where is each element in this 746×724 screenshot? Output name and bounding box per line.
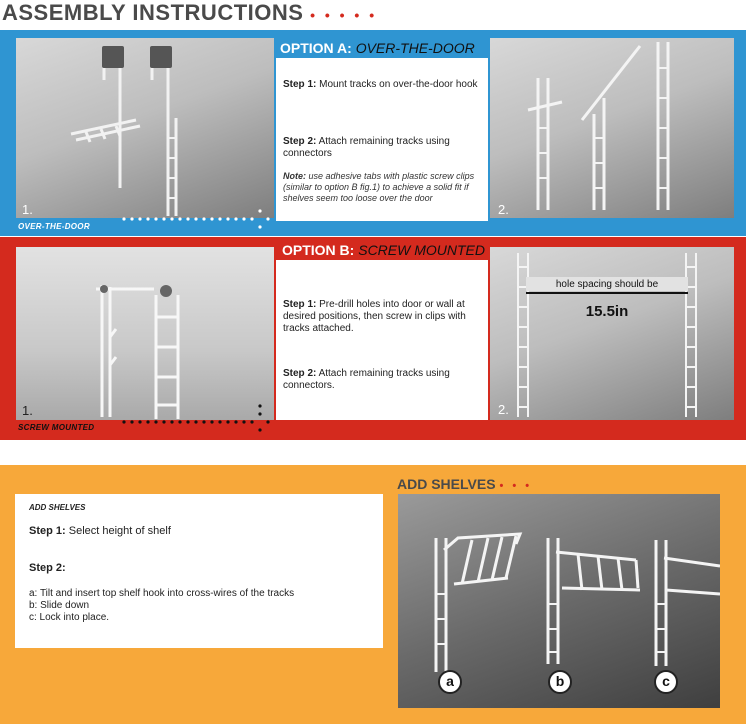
step-label: Step 2:	[29, 562, 66, 574]
step-text: Attach remaining tracks using connectors.	[283, 368, 450, 391]
step-label: Step 2:	[283, 368, 317, 379]
figure-caption: OVER-THE-DOOR	[18, 222, 90, 231]
page-title	[2, 0, 377, 26]
option-a-heading	[278, 38, 486, 58]
option-b-label: OPTION B:	[282, 242, 355, 258]
option-a-instructions	[276, 58, 488, 221]
substep-b: b: Slide down	[29, 600, 90, 611]
option-b-figure-2	[490, 247, 734, 420]
panel-title: ADD SHELVES	[29, 503, 86, 512]
step-text: Select height of shelf	[68, 525, 171, 537]
title-dots: • • • • •	[310, 7, 378, 23]
option-a-step-1	[283, 79, 481, 91]
option-b-instructions	[276, 260, 488, 420]
step-text: Attach remaining tracks using connectors	[283, 136, 450, 159]
step-label: Step 1:	[29, 525, 66, 537]
option-b-sublabel: SCREW MOUNTED	[358, 242, 486, 258]
add-shelves-heading-text: ADD SHELVES	[397, 476, 496, 492]
step-label: Step 2:	[283, 136, 317, 147]
screw-mounted-rack-illustration	[16, 247, 274, 420]
step-label-c: c	[654, 670, 678, 694]
dotted-connector	[120, 404, 280, 436]
option-b-heading	[278, 240, 488, 260]
assembled-tracks-illustration	[490, 38, 734, 218]
add-shelves-heading	[397, 476, 532, 492]
option-a-label: OPTION A:	[280, 40, 352, 56]
option-a-figure-2	[490, 38, 734, 218]
figure-number: 1.	[22, 403, 33, 418]
spacing-label: hole spacing should be	[555, 279, 659, 290]
option-a-sublabel: OVER-THE-DOOR	[355, 40, 475, 56]
option-a-step-2	[283, 136, 481, 160]
dotted-connector	[120, 203, 280, 231]
spacing-value: 15.5in	[585, 303, 629, 320]
step-text: Mount tracks on over-the-door hook	[319, 79, 478, 90]
step-label-b: b	[548, 670, 572, 694]
option-b-step-2	[283, 368, 483, 392]
option-b-figure-1	[16, 247, 274, 420]
step-label: Step 1:	[283, 299, 317, 310]
shelves-step-2	[29, 562, 66, 574]
step-label-a: a	[438, 670, 462, 694]
substep-c: c: Lock into place.	[29, 612, 110, 623]
option-a-note	[283, 171, 483, 204]
note-text: use adhesive tabs with plastic screw clips (similar to option B fig.1) to achieve a solid fit if shelves seem too loose over the door	[283, 171, 475, 203]
option-a-figure-1	[16, 38, 274, 218]
hole-spacing-illustration	[490, 247, 734, 420]
option-b-step-1	[283, 299, 479, 335]
over-the-door-rack-illustration	[16, 38, 274, 218]
substep-a: a: Tilt and insert top shelf hook into cross-wires of the tracks	[29, 588, 295, 599]
note-label: Note:	[283, 171, 306, 181]
step-text: Pre-drill holes into door or wall at desired positions, then screw in clips with tracks attached.	[283, 299, 466, 334]
figure-number: 1.	[22, 202, 33, 217]
shelves-step-1	[29, 525, 171, 537]
figure-number: 2.	[498, 402, 509, 417]
add-shelves-figure	[398, 494, 720, 708]
title-text: ASSEMBLY INSTRUCTIONS	[2, 0, 304, 25]
heading-dots: • • •	[499, 480, 533, 492]
figure-caption: SCREW MOUNTED	[18, 423, 95, 432]
step-label: Step 1:	[283, 79, 317, 90]
add-shelves-instructions	[15, 494, 383, 648]
figure-number: 2.	[498, 202, 509, 217]
